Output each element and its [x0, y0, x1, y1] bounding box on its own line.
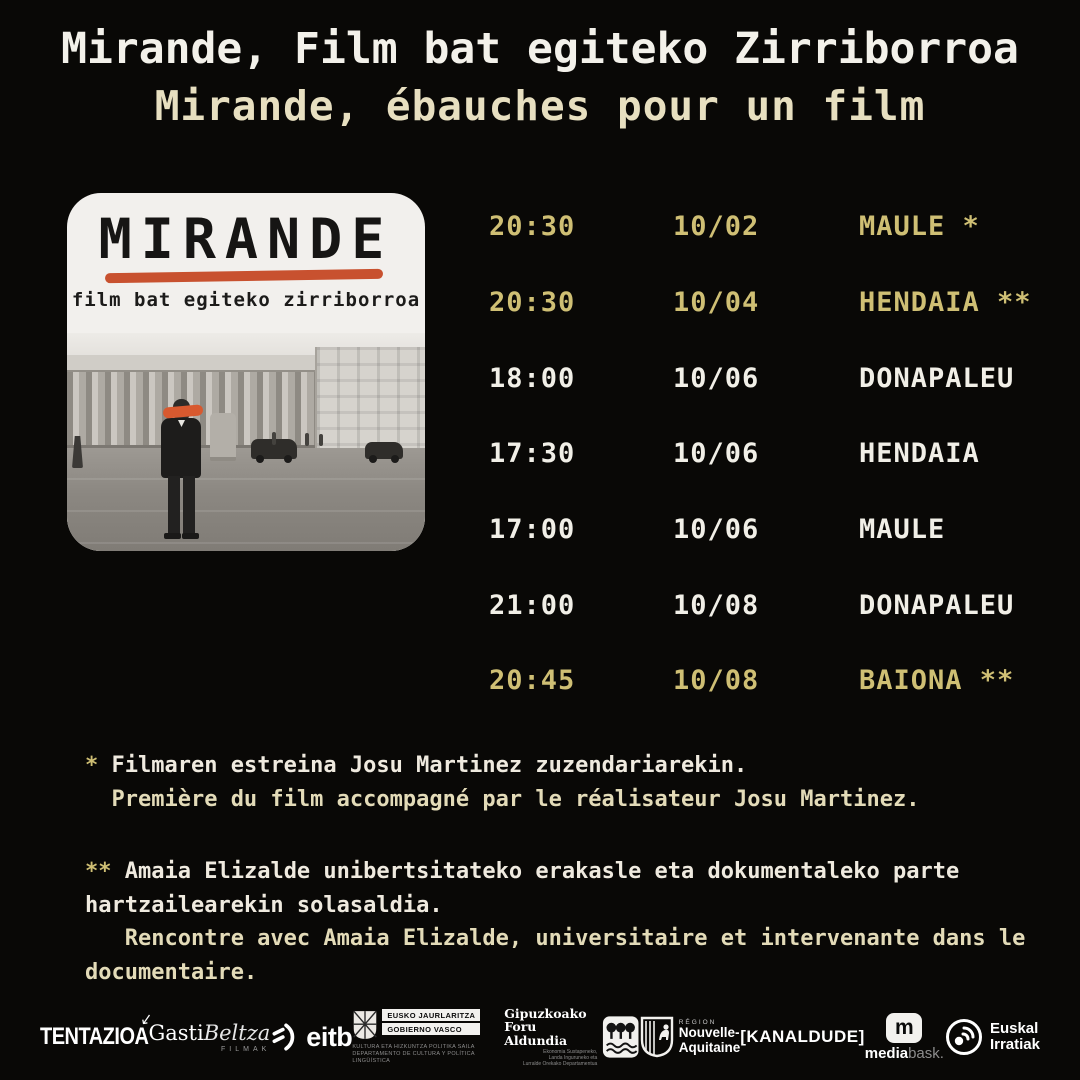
- schedule-row: [489, 340, 1064, 416]
- page-title-french: Mirande, ébauches pour un film: [154, 82, 926, 130]
- show-date: 10/02: [673, 211, 760, 243]
- logo-eusko-jaurlaritza: EUSKO JAURLARITZA GOBIERNO VASCO KULTURA ETA HIZKUNTZA POLITIKA SAILA DEPARTAMENTO DE CULTURA Y POLÍTICA LINGÜÍSTICA: [352, 1009, 504, 1065]
- showtime: 17:00: [489, 514, 576, 546]
- footnote-rencontre: [85, 855, 1057, 989]
- logo-nouvelle-aquitaine: RÉGION Nouvelle- Aquitaine: [640, 1016, 741, 1058]
- logo-eitb: eitb: [270, 1021, 352, 1053]
- double-asterisk-marker: **: [85, 859, 112, 884]
- eusko-jaurlaritza-shield-icon: [352, 1009, 378, 1041]
- schedule-row: [489, 567, 1064, 643]
- show-place: MAULE *: [859, 211, 980, 243]
- building-facade: [315, 347, 425, 451]
- gipuzkoa-trees-icon: [602, 1014, 639, 1060]
- show-place: MAULE: [859, 514, 946, 546]
- show-place: HENDAIA: [859, 438, 980, 470]
- pedestrian: [272, 432, 276, 445]
- show-place: BAIONA **: [859, 665, 1015, 697]
- page-title-basque: Mirande, Film bat egiteko Zirriborroa: [61, 24, 1019, 74]
- logo-euskal-irratiak: Euskal Irratiak: [944, 1017, 1040, 1057]
- logo-mediabask: m mediabask.: [865, 1013, 944, 1062]
- show-place: DONAPALEU: [859, 362, 1015, 394]
- show-date: 10/06: [673, 362, 760, 394]
- nouvelle-aquitaine-shield-icon: [640, 1016, 674, 1058]
- eye-censor-bar: [163, 404, 204, 418]
- schedule-row: [489, 265, 1064, 341]
- footnote-french: Première du film accompagné par le réalisateur Josu Martinez.: [111, 786, 920, 812]
- poster-title: MIRANDE: [98, 207, 394, 271]
- schedule-row: [489, 492, 1064, 568]
- show-date: 10/08: [673, 589, 760, 621]
- logo-gipuzkoa: Gipuzkoako Foru Aldundia Ekonomia Sustapeneko, Landa Inguruneko eta Lurralde Orekako Departamentua: [504, 1007, 640, 1068]
- vintage-car: [365, 442, 403, 459]
- footnote-basque: Filmaren estreina Josu Martinez zuzendariarekin.: [111, 753, 748, 778]
- footnote-basque: Amaia Elizalde unibertsitateko erakasle eta dokumentaleko parte hartzailearekin solasaldia.: [85, 859, 960, 918]
- logo-tentazioa: ↙ TENTAZIOA: [40, 1009, 154, 1050]
- logo-kanaldude: [KANALDUDE]: [740, 1027, 865, 1046]
- showtime: 20:45: [489, 665, 576, 697]
- mediabask-m-icon: m: [886, 1013, 922, 1043]
- logo-gastibeltza: GastiBeltza FILMAK: [148, 1021, 271, 1053]
- fountain: [210, 413, 236, 461]
- sponsor-logo-bar: [0, 997, 1080, 1077]
- pedestrian: [319, 434, 323, 446]
- show-date: 10/06: [673, 438, 760, 470]
- eitb-wink-icon: [270, 1021, 300, 1053]
- euskal-irratiak-radio-icon: [944, 1017, 984, 1057]
- asterisk-marker: *: [85, 753, 99, 778]
- footnote-premiere: [85, 749, 1057, 816]
- poster-subtitle: film bat egiteko zirriborroa: [71, 289, 421, 311]
- show-date: 10/06: [673, 514, 760, 546]
- show-place: HENDAIA **: [859, 287, 1032, 319]
- arrow-icon: ↙: [138, 1009, 154, 1029]
- show-date: 10/08: [673, 665, 760, 697]
- showtime: 18:00: [489, 362, 576, 394]
- showtime: 20:30: [489, 211, 576, 243]
- showtime: 21:00: [489, 589, 576, 621]
- poster-photo: [67, 333, 425, 551]
- screening-schedule: [489, 189, 1064, 719]
- pedestrian: [305, 433, 309, 446]
- showtime: 17:30: [489, 438, 576, 470]
- schedule-row: [489, 189, 1064, 265]
- showtime: 20:30: [489, 287, 576, 319]
- schedule-row: [489, 643, 1064, 719]
- schedule-row: [489, 416, 1064, 492]
- man-silhouette: [156, 399, 206, 541]
- photo-ground: [67, 448, 425, 551]
- footnote-french: Rencontre avec Amaia Elizalde, universitaire et intervenante dans le documentaire.: [85, 926, 1026, 985]
- show-place: DONAPALEU: [859, 589, 1015, 621]
- film-poster-card: [67, 193, 425, 551]
- show-date: 10/04: [673, 287, 760, 319]
